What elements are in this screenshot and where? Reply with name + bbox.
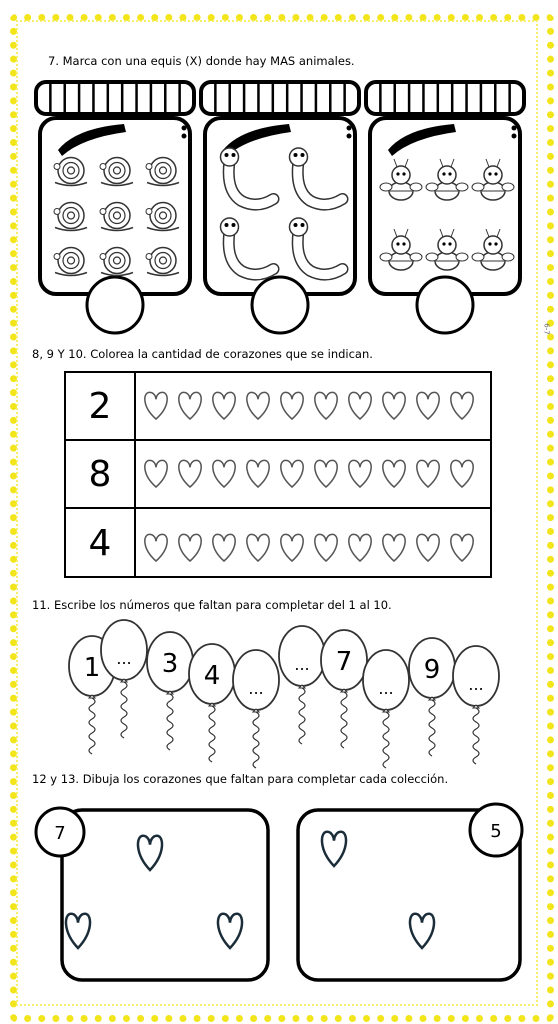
balloon-label: 1 xyxy=(83,653,101,683)
box-number: 7 xyxy=(54,823,66,844)
balloon-label: ... xyxy=(248,679,264,698)
balloon-label: ... xyxy=(294,655,310,674)
collection-box xyxy=(36,808,268,980)
balloon-label: 9 xyxy=(423,655,441,685)
collection-box xyxy=(298,804,522,980)
question-7-text: 7. Marca con una equis (X) donde hay MAS animales. xyxy=(48,54,355,68)
row-number: 2 xyxy=(66,373,136,439)
balloon-label: 7 xyxy=(335,647,353,677)
balloon-label: 4 xyxy=(203,661,221,691)
side-label: 6-7 xyxy=(542,323,551,335)
row-number: 4 xyxy=(66,509,136,577)
question-8-text: 8, 9 Y 10. Colorea la cantidad de corazones que se indican. xyxy=(32,347,373,361)
balloon-label: ... xyxy=(116,649,132,668)
balloon-label: ... xyxy=(378,679,394,698)
balloon-label: 3 xyxy=(161,649,179,679)
box-number: 5 xyxy=(490,821,502,842)
question-11-text: 11. Escribe los números que faltan para completar del 1 al 10. xyxy=(32,598,392,612)
box-frame xyxy=(62,810,268,980)
question-12-text: 12 y 13. Dibuja los corazones que faltan para completar cada colección. xyxy=(32,772,449,786)
row-number: 8 xyxy=(66,441,136,507)
balloon-label: ... xyxy=(468,675,484,694)
